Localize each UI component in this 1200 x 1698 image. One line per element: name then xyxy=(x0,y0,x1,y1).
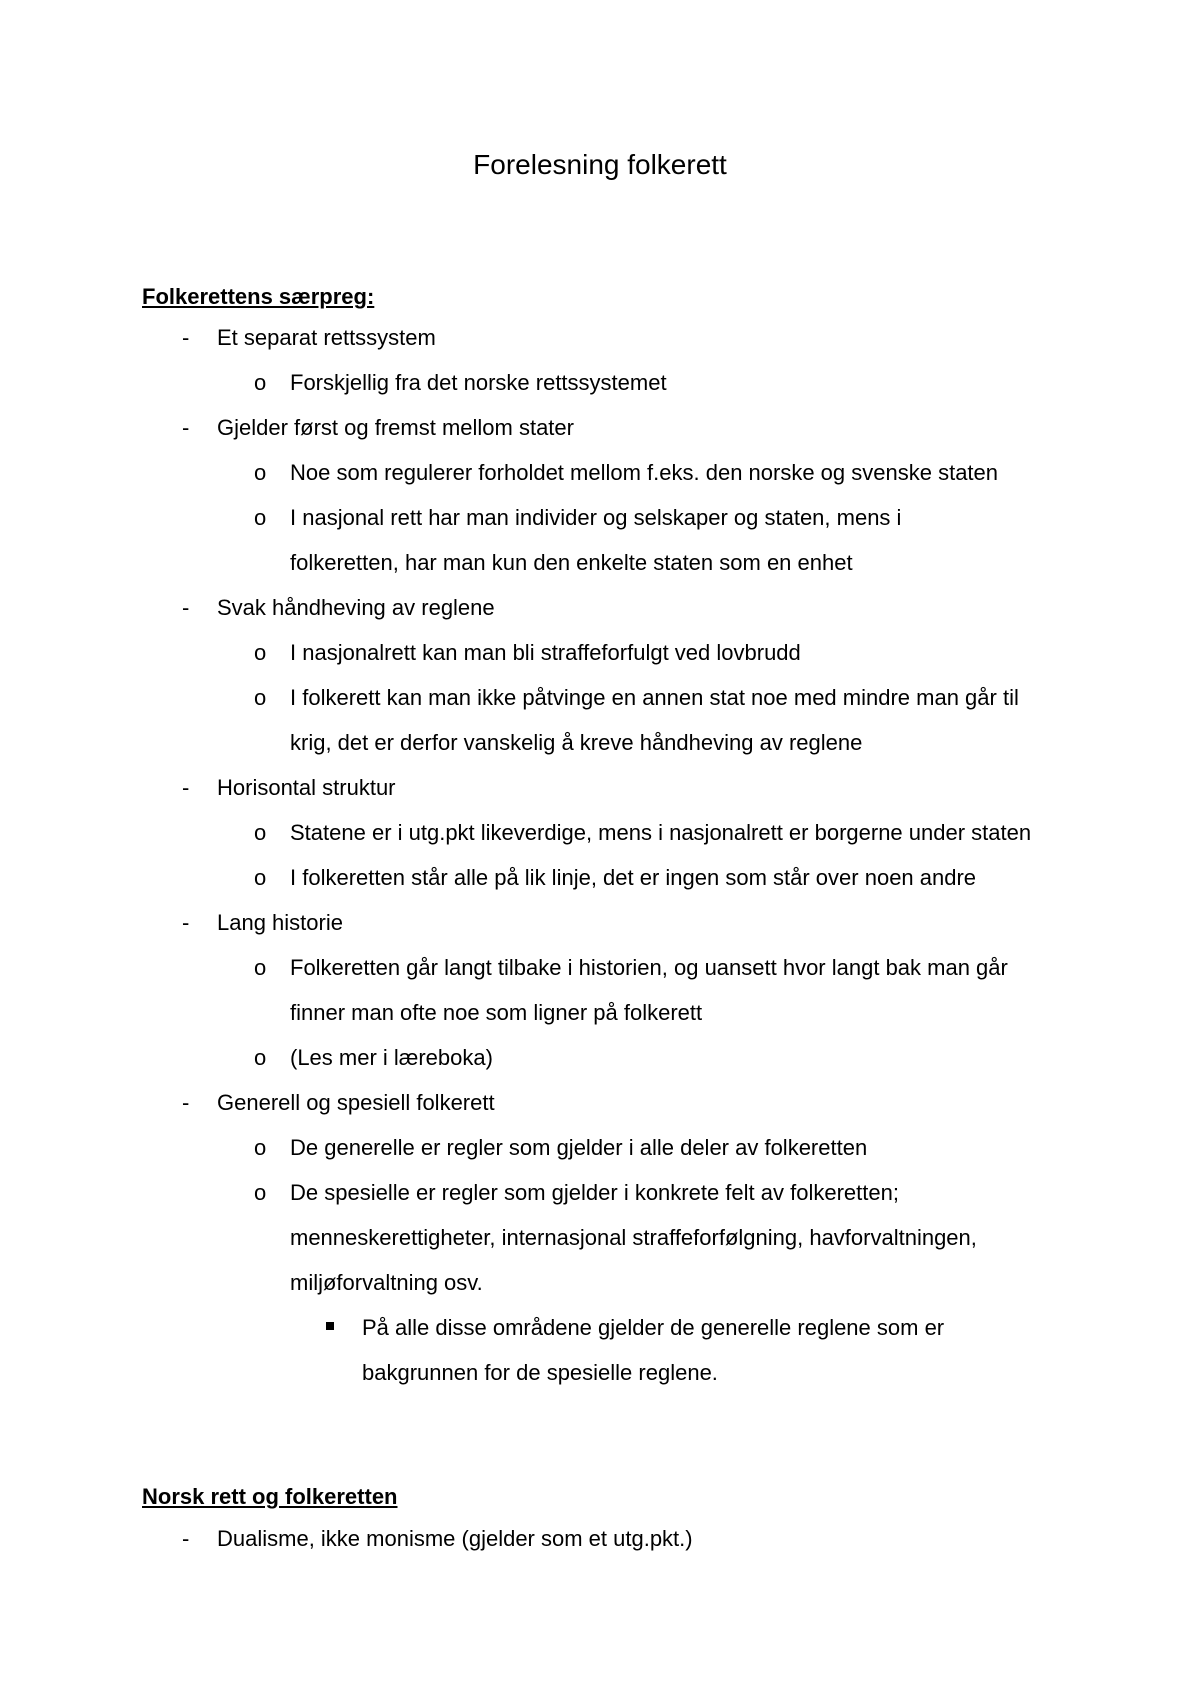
list-item xyxy=(0,1516,1200,1561)
circle-bullet: o xyxy=(254,955,267,980)
section-list-norsk-rett xyxy=(0,1516,1200,1561)
list-item xyxy=(0,315,1200,360)
list-item xyxy=(0,630,1200,675)
list-item-text: I folkerett kan man ikke påtvinge en annen stat noe med mindre man går til krig, det er derfor vanskelig å kreve håndheving av reglene xyxy=(290,685,1019,755)
circle-bullet: o xyxy=(254,460,267,485)
list-item-text: I nasjonal rett har man individer og selskaper og staten, mens i folkeretten, har man kun den enkelte staten som en enhet xyxy=(290,505,902,575)
list-item-text: De spesielle er regler som gjelder i konkrete felt av folkeretten; menneskerettigheter, internasjonal straffeforfølgning, havforvaltningen, miljøforvaltning osv. xyxy=(290,1180,977,1295)
list-item-text: (Les mer i læreboka) xyxy=(290,1045,493,1070)
circle-bullet: o xyxy=(254,685,267,710)
list-item-text: Noe som regulerer forholdet mellom f.eks. den norske og svenske staten xyxy=(290,460,999,485)
list-item-text: Dualisme, ikke monisme (gjelder som et utg.pkt.) xyxy=(217,1526,693,1551)
list-item xyxy=(0,1035,1200,1080)
circle-bullet: o xyxy=(254,865,267,890)
list-item xyxy=(0,675,1200,765)
dash-bullet: - xyxy=(182,910,190,935)
list-item xyxy=(0,495,1200,585)
section-heading-norsk-rett: Norsk rett og folkeretten xyxy=(142,1484,398,1509)
list-item-text: Generell og spesiell folkerett xyxy=(217,1090,495,1115)
circle-bullet: o xyxy=(254,505,267,530)
circle-bullet: o xyxy=(254,640,267,665)
list-item xyxy=(0,855,1200,900)
list-item xyxy=(0,1125,1200,1170)
list-item-text: Folkeretten går langt tilbake i historien, og uansett hvor langt bak man går finner man ofte noe som ligner på folkerett xyxy=(290,955,1008,1025)
list-item-text: Lang historie xyxy=(217,910,343,935)
dash-bullet: - xyxy=(182,775,190,800)
circle-bullet: o xyxy=(254,370,267,395)
list-item xyxy=(0,810,1200,855)
circle-bullet: o xyxy=(254,1135,267,1160)
list-item xyxy=(0,900,1200,945)
list-item xyxy=(0,765,1200,810)
section-heading-folkerettens-saerpreg: Folkerettens særpreg: xyxy=(142,284,375,309)
document-title: Forelesning folkerett xyxy=(473,149,727,180)
list-item-text: De generelle er regler som gjelder i alle deler av folkeretten xyxy=(290,1135,868,1160)
list-item-text: Statene er i utg.pkt likeverdige, mens i nasjonalrett er borgerne under staten xyxy=(290,820,1032,845)
list-item-text: I folkeretten står alle på lik linje, det er ingen som står over noen andre xyxy=(290,865,977,890)
list-item-text: Forskjellig fra det norske rettssystemet xyxy=(290,370,667,395)
square-bullet-icon xyxy=(326,1322,334,1330)
list-item xyxy=(0,405,1200,450)
list-item xyxy=(0,1305,1200,1395)
list-item xyxy=(0,585,1200,630)
list-item-text: På alle disse områdene gjelder de generelle reglene som er bakgrunnen for de spesielle reglene. xyxy=(362,1315,945,1385)
list-item xyxy=(0,1080,1200,1125)
list-item-text: Gjelder først og fremst mellom stater xyxy=(217,415,574,440)
list-item xyxy=(0,945,1200,1035)
list-item-text: I nasjonalrett kan man bli straffeforfulgt ved lovbrudd xyxy=(290,640,801,665)
list-item xyxy=(0,1170,1200,1305)
dash-bullet: - xyxy=(182,595,190,620)
list-item xyxy=(0,360,1200,405)
list-item-text: Et separat rettssystem xyxy=(217,325,436,350)
list-item xyxy=(0,450,1200,495)
dash-bullet: - xyxy=(182,415,190,440)
circle-bullet: o xyxy=(254,820,267,845)
list-item-text: Svak håndheving av reglene xyxy=(217,595,495,620)
dash-bullet: - xyxy=(182,325,190,350)
list-item-text: Horisontal struktur xyxy=(217,775,396,800)
section-list-folkerettens-saerpreg xyxy=(0,315,1200,1395)
dash-bullet: - xyxy=(182,1526,190,1551)
circle-bullet: o xyxy=(254,1180,267,1205)
dash-bullet: - xyxy=(182,1090,190,1115)
circle-bullet: o xyxy=(254,1045,267,1070)
